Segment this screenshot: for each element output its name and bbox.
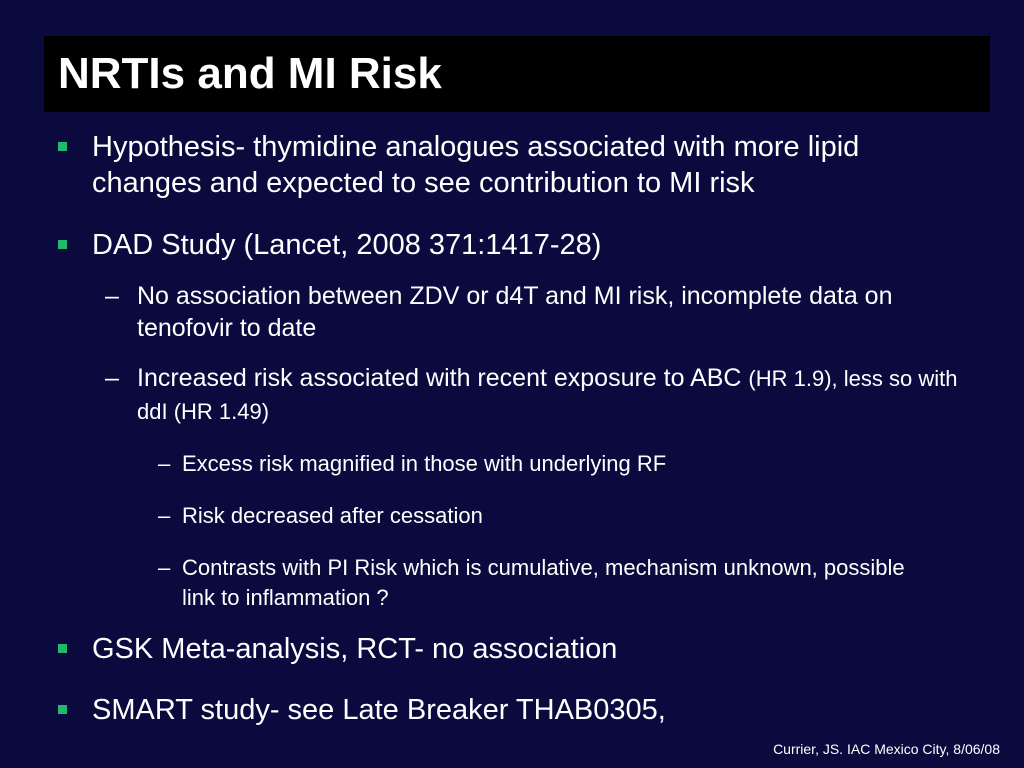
dash-bullet-icon: – [105, 364, 119, 392]
sub-bullet-no-association: No association between ZDV or d4T and MI risk, incomplete data on tenofovir to date [137, 282, 893, 342]
dash-bullet-icon: – [158, 555, 171, 580]
sub-sub-bullet-risk-decreased: Risk decreased after cessation [182, 503, 483, 528]
dash-bullet-icon: – [105, 282, 119, 310]
bullet-dad-study: DAD Study (Lancet, 2008 371:1417-28) [92, 229, 602, 261]
dash-bullet-icon: – [158, 503, 171, 528]
bullet-hypothesis: Hypothesis- thymidine analogues associated with more lipid changes and expected to see contribution to MI risk [92, 131, 860, 199]
bullet-square-icon [58, 644, 67, 653]
increased-risk-text: Increased risk associated with recent exposure to ABC [137, 364, 749, 392]
title-bar [44, 36, 990, 112]
sub-sub-bullet-excess-risk: Excess risk magnified in those with underlying RF [182, 451, 667, 476]
dash-bullet-icon: – [158, 451, 171, 476]
sub-bullet-increased-risk [137, 362, 967, 428]
bullet-square-icon [58, 142, 67, 151]
bullet-gsk-meta-analysis: GSK Meta-analysis, RCT- no association [92, 633, 618, 665]
slide-footer-citation: Currier, JS. IAC Mexico City, 8/06/08 [773, 741, 1000, 757]
slide-title: NRTIs and MI Risk [58, 49, 442, 98]
sub-sub-bullet-contrasts: Contrasts with PI Risk which is cumulative, mechanism unknown, possible link to inflammation ? [182, 555, 905, 610]
bullet-square-icon [58, 705, 67, 714]
bullet-smart-study: SMART study- see Late Breaker THAB0305, [92, 694, 666, 726]
hazard-ratio-text: (HR 1.9), less so with ddI (HR 1.49) [137, 366, 958, 424]
bullet-square-icon [58, 240, 67, 249]
